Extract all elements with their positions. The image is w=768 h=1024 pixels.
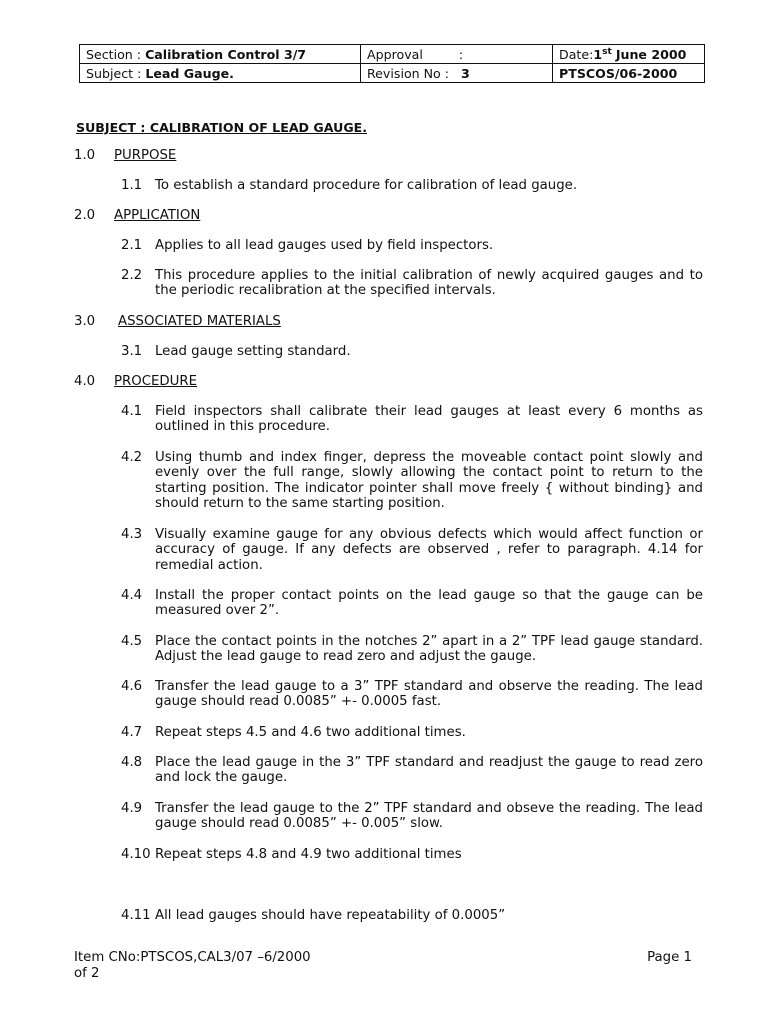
list-item <box>121 725 703 740</box>
item-text: Place the contact points in the notches 2” apart in a 2” TPF lead gauge standard. Adjust the lead gauge to read zero and adjust the gauge. <box>155 634 703 665</box>
section-heading <box>74 314 281 329</box>
item-text: Using thumb and index finger, depress the moveable contact point slowly and evenly over the full range, slowly allowing the contact point to return to the starting position. The indicator pointer shall move freely { without binding} and should return to the same starting position. <box>155 450 703 512</box>
item-text: Transfer the lead gauge to a 3” TPF standard and observe the reading. The lead gauge should read 0.0085” +- 0.0005 fast. <box>155 679 703 710</box>
item-text: Visually examine gauge for any obvious defects which would affect function or accuracy of gauge. If any defects are observed , refer to paragraph. 4.14 for remedial action. <box>155 527 703 573</box>
section-heading <box>74 208 200 223</box>
list-item <box>121 847 703 862</box>
subject-cell <box>80 64 361 83</box>
footer-page-continuation: of 2 <box>74 966 100 981</box>
item-number: 4.5 <box>121 634 143 649</box>
list-item <box>121 268 703 299</box>
section-cell <box>80 45 361 64</box>
section-label: Section : <box>86 47 142 62</box>
date-sup: st <box>602 46 612 57</box>
list-item <box>121 634 703 665</box>
list-item <box>121 527 703 573</box>
item-text: This procedure applies to the initial calibration of newly acquired gauges and to the periodic recalibration at the specified intervals. <box>155 268 703 299</box>
header-row-2 <box>80 64 705 83</box>
item-number: 3.1 <box>121 344 143 359</box>
item-text: Transfer the lead gauge to the 2” TPF standard and obseve the reading. The lead gauge should read 0.0085” +- 0.005” slow. <box>155 801 703 832</box>
date-cell <box>553 45 705 64</box>
date-rest: June 2000 <box>615 47 687 62</box>
subject-value: Lead Gauge. <box>145 66 234 81</box>
item-text: Repeat steps 4.5 and 4.6 two additional times. <box>155 725 466 740</box>
section-heading <box>74 148 176 163</box>
item-number: 4.4 <box>121 588 143 603</box>
list-item <box>121 588 703 619</box>
header-table <box>79 44 705 83</box>
revision-cell <box>361 64 553 83</box>
date-label: Date: <box>559 47 594 62</box>
item-number: 2.2 <box>121 268 143 283</box>
item-number: 4.1 <box>121 404 143 419</box>
item-number: 4.3 <box>121 527 143 542</box>
approval-colon: : <box>458 47 464 62</box>
document-title: SUBJECT : CALIBRATION OF LEAD GAUGE. <box>76 120 368 135</box>
item-text: To establish a standard procedure for calibration of lead gauge. <box>155 178 578 193</box>
item-number: 4.2 <box>121 450 143 465</box>
item-text: All lead gauges should have repeatability of 0.0005” <box>155 908 506 923</box>
list-item <box>121 908 703 923</box>
header-row-1 <box>80 45 705 64</box>
item-number: 2.1 <box>121 238 143 253</box>
revision-label: Revision No : <box>367 66 450 81</box>
approval-label: Approval <box>367 47 423 62</box>
list-item <box>121 755 703 786</box>
doc-number: PTSCOS/06-2000 <box>559 66 678 81</box>
item-number: 4.11 <box>121 908 151 923</box>
item-number: 4.9 <box>121 801 143 816</box>
item-text: Applies to all lead gauges used by field inspectors. <box>155 238 494 253</box>
subject-label: Subject : <box>86 66 142 81</box>
section-title: PROCEDURE <box>114 374 198 389</box>
item-text: Place the lead gauge in the 3” TPF standard and readjust the gauge to read zero and lock the gauge. <box>155 755 703 786</box>
section-number: 1.0 <box>74 148 96 163</box>
section-number: 2.0 <box>74 208 96 223</box>
list-item <box>121 404 703 435</box>
list-item <box>121 178 703 193</box>
doc-number-cell <box>553 64 705 83</box>
item-number: 4.6 <box>121 679 143 694</box>
section-number: 3.0 <box>74 314 96 329</box>
section-value: Calibration Control 3/7 <box>145 47 307 62</box>
page-footer <box>74 950 692 982</box>
item-number: 4.7 <box>121 725 143 740</box>
item-text: Repeat steps 4.8 and 4.9 two additional times <box>155 847 462 862</box>
item-text: Lead gauge setting standard. <box>155 344 351 359</box>
section-title: APPLICATION <box>114 208 201 223</box>
date-day: 1 <box>593 47 603 62</box>
footer-item-number: Item CNo:PTSCOS,CAL3/07 –6/2000 <box>74 950 311 965</box>
section-title: PURPOSE <box>114 148 177 163</box>
item-text: Field inspectors shall calibrate their lead gauges at least every 6 months as outlined in this procedure. <box>155 404 703 435</box>
section-title: ASSOCIATED MATERIALS <box>118 314 281 329</box>
approval-cell <box>361 45 553 64</box>
section-heading <box>74 374 197 389</box>
list-item <box>121 679 703 710</box>
list-item <box>121 801 703 832</box>
item-text: Install the proper contact points on the lead gauge so that the gauge can be measured over 2”. <box>155 588 703 619</box>
item-number: 4.10 <box>121 847 151 862</box>
item-number: 4.8 <box>121 755 143 770</box>
revision-value: 3 <box>461 66 470 81</box>
list-item <box>121 450 703 512</box>
footer-page-number: Page 1 <box>647 950 692 965</box>
list-item <box>121 344 703 359</box>
list-item <box>121 238 703 253</box>
item-number: 1.1 <box>121 178 143 193</box>
section-number: 4.0 <box>74 374 96 389</box>
